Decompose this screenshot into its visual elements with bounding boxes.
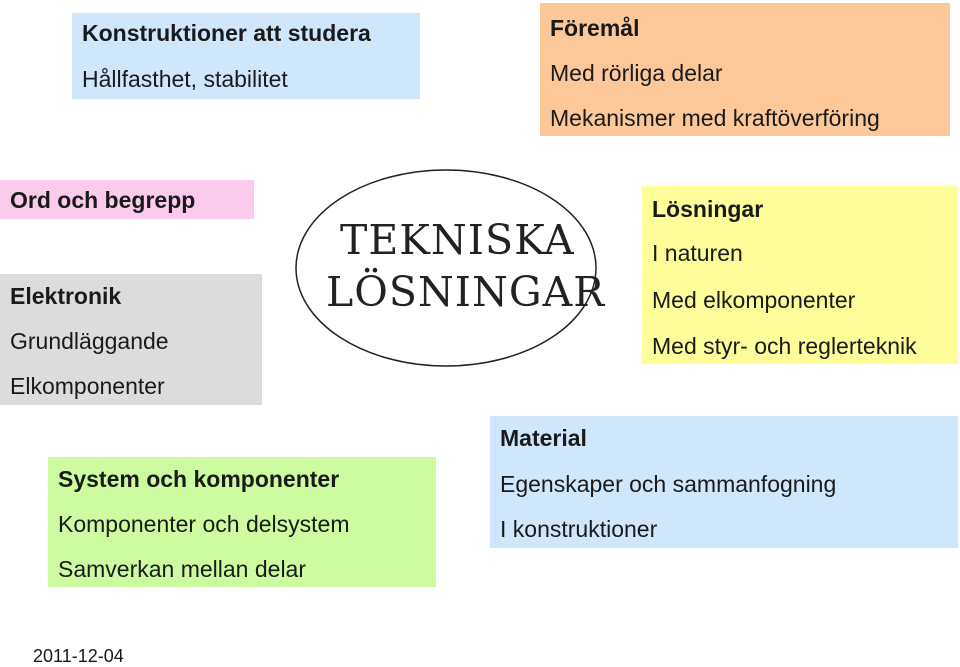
box-title: Material	[500, 425, 587, 451]
box-line: Mekanismer med kraftöverföring	[550, 105, 880, 131]
box-line: Egenskaper och sammanfogning	[500, 471, 837, 497]
box-title: Konstruktioner att studera	[82, 20, 371, 46]
box-title: Lösningar	[652, 196, 764, 222]
box-title: Föremål	[550, 15, 640, 41]
box-line: Komponenter och delsystem	[58, 511, 350, 537]
box-line: I naturen	[652, 240, 743, 266]
box-line: Hållfasthet, stabilitet	[82, 66, 288, 92]
footer-date: 2011-12-04	[33, 646, 124, 666]
box-title: Ord och begrepp	[10, 187, 196, 213]
box-title: Elektronik	[10, 283, 122, 309]
topic-box-losningar	[642, 186, 958, 364]
topic-box-material	[490, 416, 958, 548]
box-title: System och komponenter	[58, 466, 340, 492]
box-line: Med rörliga delar	[550, 60, 723, 86]
box-line: Samverkan mellan delar	[58, 556, 307, 582]
center-title-line1: TEKNISKA	[340, 216, 575, 264]
topic-box-elektronik	[0, 274, 262, 405]
box-line: Grundläggande	[10, 328, 169, 354]
box-line: Med elkomponenter	[652, 287, 856, 313]
box-line: I konstruktioner	[500, 516, 658, 542]
topic-box-ord-och-begrepp	[0, 180, 254, 219]
topic-box-foremal	[540, 3, 950, 136]
topic-box-konstruktioner	[72, 13, 420, 99]
box-line: Med styr- och reglerteknik	[652, 333, 917, 359]
box-line: Elkomponenter	[10, 373, 165, 399]
topic-box-system	[48, 457, 436, 587]
center-title-line2: LÖSNINGAR	[326, 268, 606, 316]
